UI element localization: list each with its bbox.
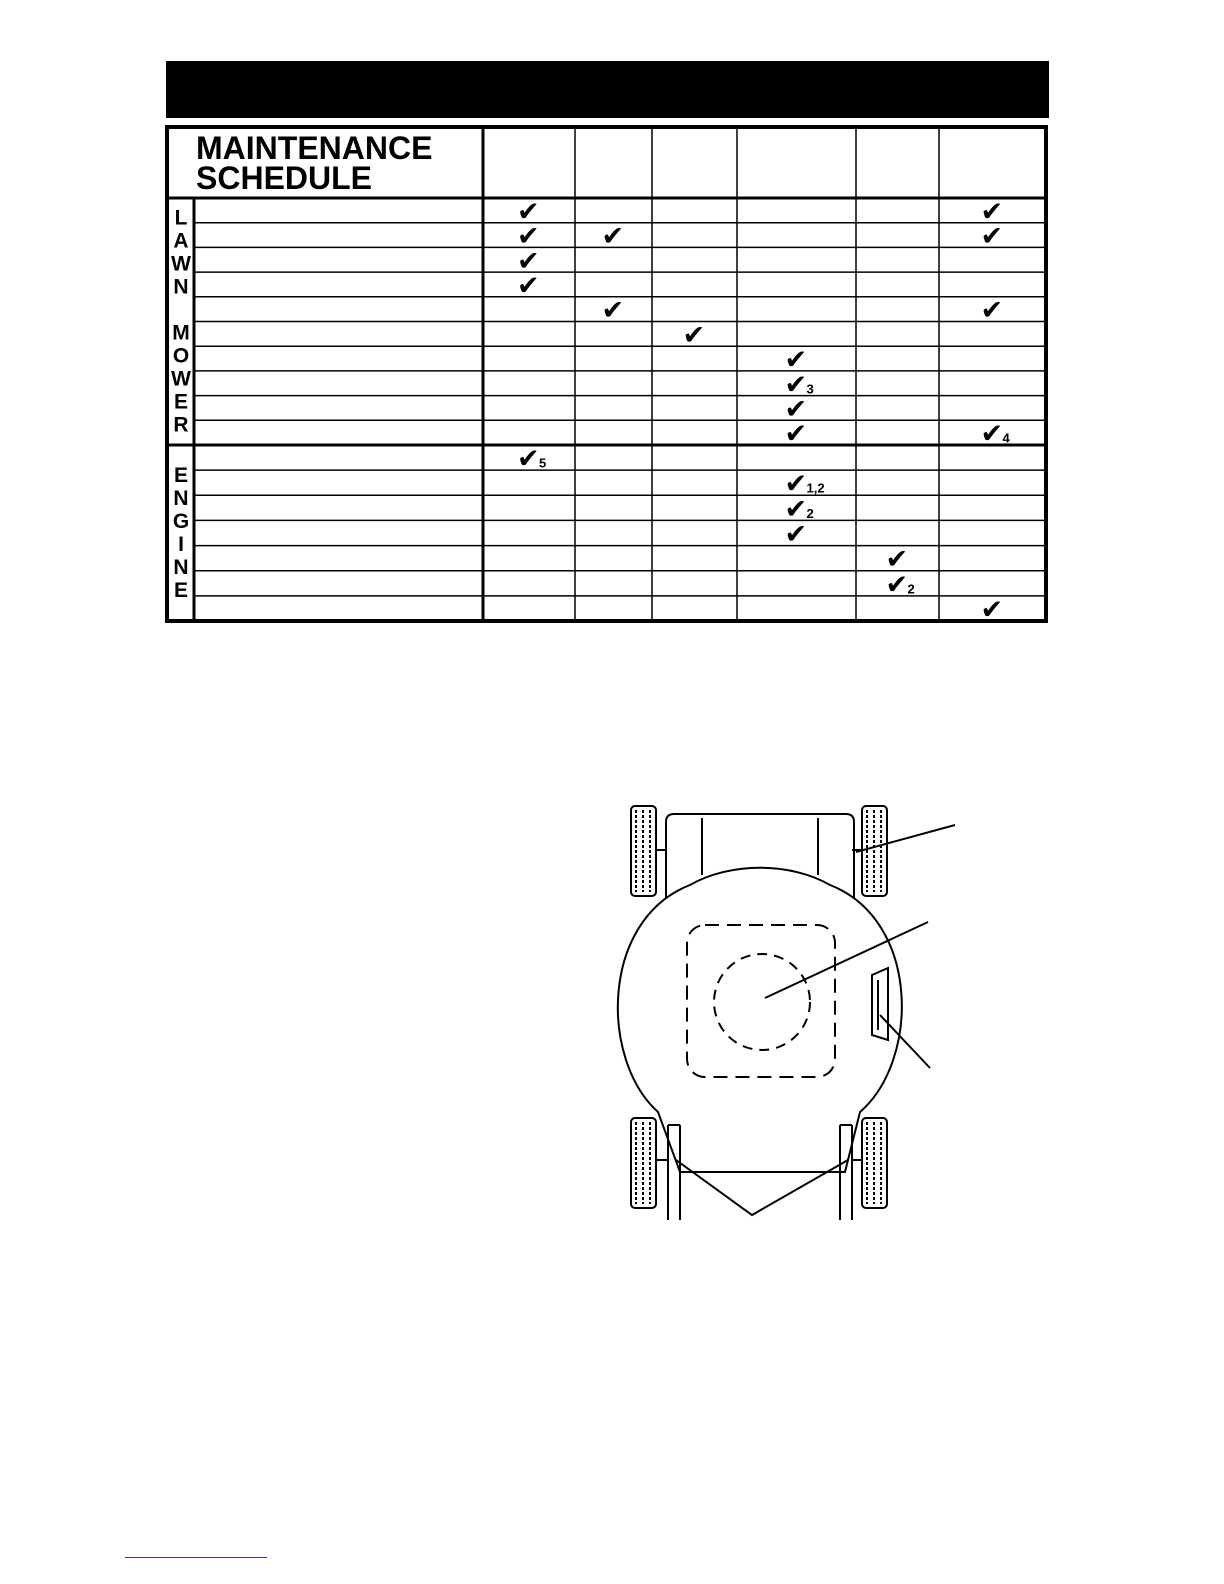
section-label-letter: E [173, 464, 189, 487]
check-mark: ✔ [885, 569, 909, 601]
section-header-bar [166, 61, 1049, 118]
footer-rule [125, 1557, 267, 1558]
schedule-grid [165, 125, 1048, 623]
check-mark: ✔ [682, 319, 706, 351]
check-footnote: 1,2 [806, 480, 825, 496]
section-label-letter: R [173, 413, 189, 437]
front-left-wheel [631, 806, 656, 896]
section-label-letter: M [172, 321, 190, 345]
schedule-title-line-2: SCHEDULE [196, 160, 373, 196]
check-mark: ✔ [784, 369, 808, 401]
front-right-wheel [862, 806, 887, 896]
check-footnote: 2 [907, 581, 915, 597]
row-lines [194, 223, 1046, 596]
check-mark: ✔ [784, 393, 808, 425]
mower-deck [618, 868, 902, 1172]
check-mark: ✔ [980, 196, 1004, 228]
check-mark: ✔ [517, 270, 540, 302]
check-footnote: 4 [1002, 430, 1010, 446]
section-label-letter: W [171, 252, 191, 276]
check-mark: ✔ [601, 221, 625, 253]
check-mark: ✔ [980, 295, 1004, 327]
check-mark: ✔ [784, 344, 808, 376]
section-label-letter: O [172, 344, 190, 368]
column-lines [575, 127, 939, 621]
check-mark: ✔ [517, 221, 540, 253]
table-border [167, 127, 1046, 621]
check-mark: ✔ [980, 418, 1004, 450]
section-label-letter: E [173, 390, 189, 414]
section-label-letter: W [171, 367, 191, 391]
section-label-letter: I [178, 533, 184, 556]
check-mark: ✔ [784, 418, 808, 450]
check-mark: ✔ [885, 544, 909, 576]
section-label-letter: N [173, 275, 189, 299]
section-label-letter: G [172, 510, 190, 533]
check-mark: ✔ [517, 196, 540, 228]
section-label-letter: E [173, 579, 189, 602]
schedule-title-line-1: MAINTENANCE [196, 130, 433, 166]
check-mark: ✔ [517, 443, 540, 475]
check-mark: ✔ [601, 295, 625, 327]
maintenance-schedule-table [165, 125, 1048, 623]
check-mark: ✔ [784, 468, 808, 500]
section-label-letter: N [173, 487, 189, 510]
check-mark: ✔ [784, 519, 808, 550]
section-label-letter: N [173, 556, 189, 579]
lawn-mower-illustration [600, 800, 980, 1230]
check-footnote: 5 [539, 455, 547, 471]
check-footnote: 2 [806, 505, 814, 521]
check-footnote: 3 [806, 381, 814, 397]
rear-right-wheel [862, 1118, 887, 1208]
check-mark: ✔ [517, 245, 540, 277]
section-label-letter: A [173, 229, 189, 253]
section-label-letter: L [174, 206, 188, 230]
check-mark: ✔ [784, 493, 808, 525]
check-marks [517, 196, 1011, 623]
check-mark: ✔ [980, 221, 1004, 253]
rear-left-wheel [631, 1118, 656, 1208]
section-labels [171, 207, 191, 603]
check-mark: ✔ [980, 594, 1004, 623]
